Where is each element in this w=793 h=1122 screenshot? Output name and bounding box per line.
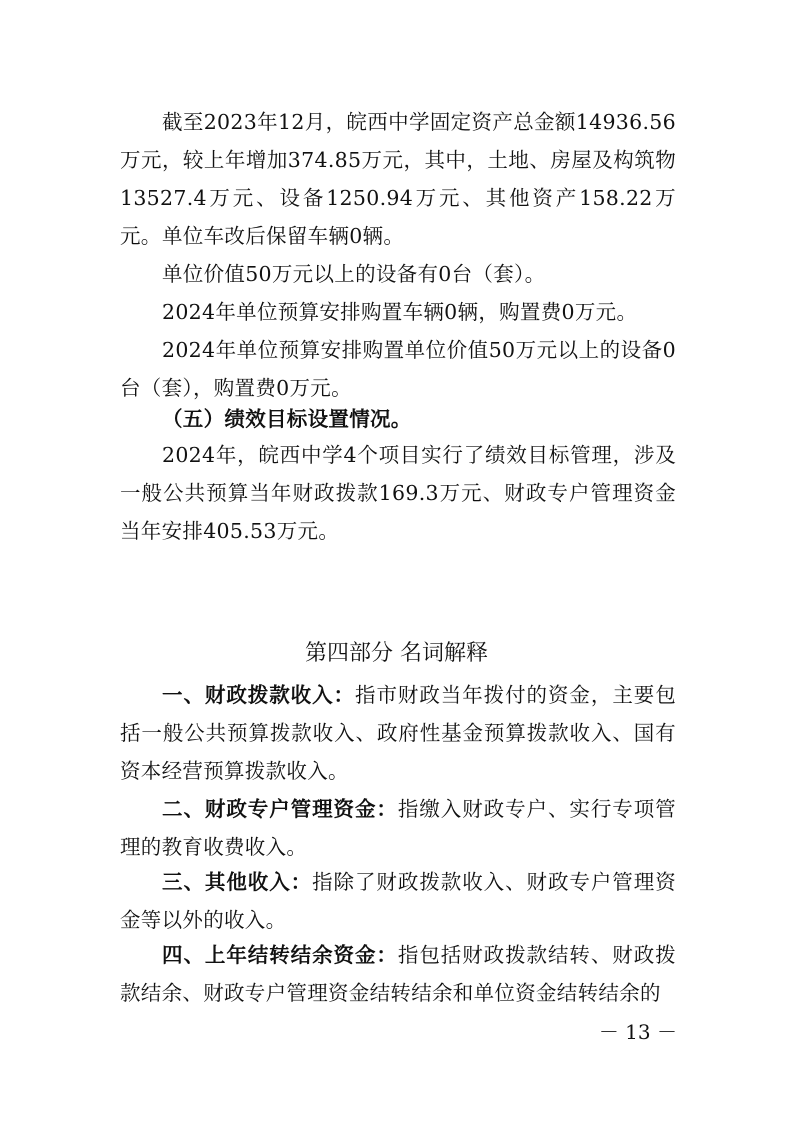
vehicles-paragraph: 单位车改后保留车辆0辆。 bbox=[162, 224, 405, 248]
term-definition: 指市财政当年拨付的资金，主要包括一般公共预算拨款收入、政府性基金预算拨款收入、国有资本经营预算拨款收入。 bbox=[120, 683, 677, 783]
term-label: 四、上年结转结余资金： bbox=[162, 943, 398, 967]
term-label: 三、其他收入： bbox=[162, 870, 313, 894]
fixed-assets-paragraph: 截至2023年12月，皖西中学固定资产总金额14936.56万元，较上年增加374.85万元，其中，土地、房屋及构筑物13527.4万元、设备1250.94万元、其他资产158.22万元。 bbox=[120, 110, 676, 248]
equipment-purchase-paragraph: 2024年单位预算安排购置单位价值50万元以上的设备0台（套），购置费0万元。 bbox=[120, 338, 676, 400]
term-item-1 bbox=[120, 676, 676, 790]
vehicle-purchase-paragraph: 2024年单位预算安排购置车辆0辆，购置费0万元。 bbox=[162, 300, 638, 324]
term-item-4 bbox=[120, 936, 676, 1012]
term-definition: 指除了财政拨款收入、财政专户管理资金等以外的收入。 bbox=[120, 870, 676, 932]
page-number: － 13 － bbox=[598, 1020, 677, 1044]
term-definition: 指包括财政拨款结转、财政拨款结余、财政专户管理资金结转结余和单位资金结转结余的 bbox=[120, 943, 676, 1005]
term-item-3 bbox=[120, 863, 676, 939]
performance-goals-paragraph: 2024年，皖西中学4个项目实行了绩效目标管理，涉及一般公共预算当年财政拨款169.3万元、财政专户管理资金当年安排405.53万元。 bbox=[120, 443, 676, 543]
term-label: 一、财政拨款收入： bbox=[162, 683, 355, 707]
term-item-2 bbox=[120, 790, 676, 866]
part-four-title: 第四部分 名词解释 bbox=[305, 641, 488, 666]
equipment-paragraph: 单位价值50万元以上的设备有0台（套）。 bbox=[162, 262, 546, 286]
section-five-heading: （五）绩效目标设置情况。 bbox=[162, 407, 412, 431]
term-label: 二、财政专户管理资金： bbox=[162, 797, 398, 821]
term-definition: 指缴入财政专户、实行专项管理的教育收费收入。 bbox=[120, 797, 676, 859]
